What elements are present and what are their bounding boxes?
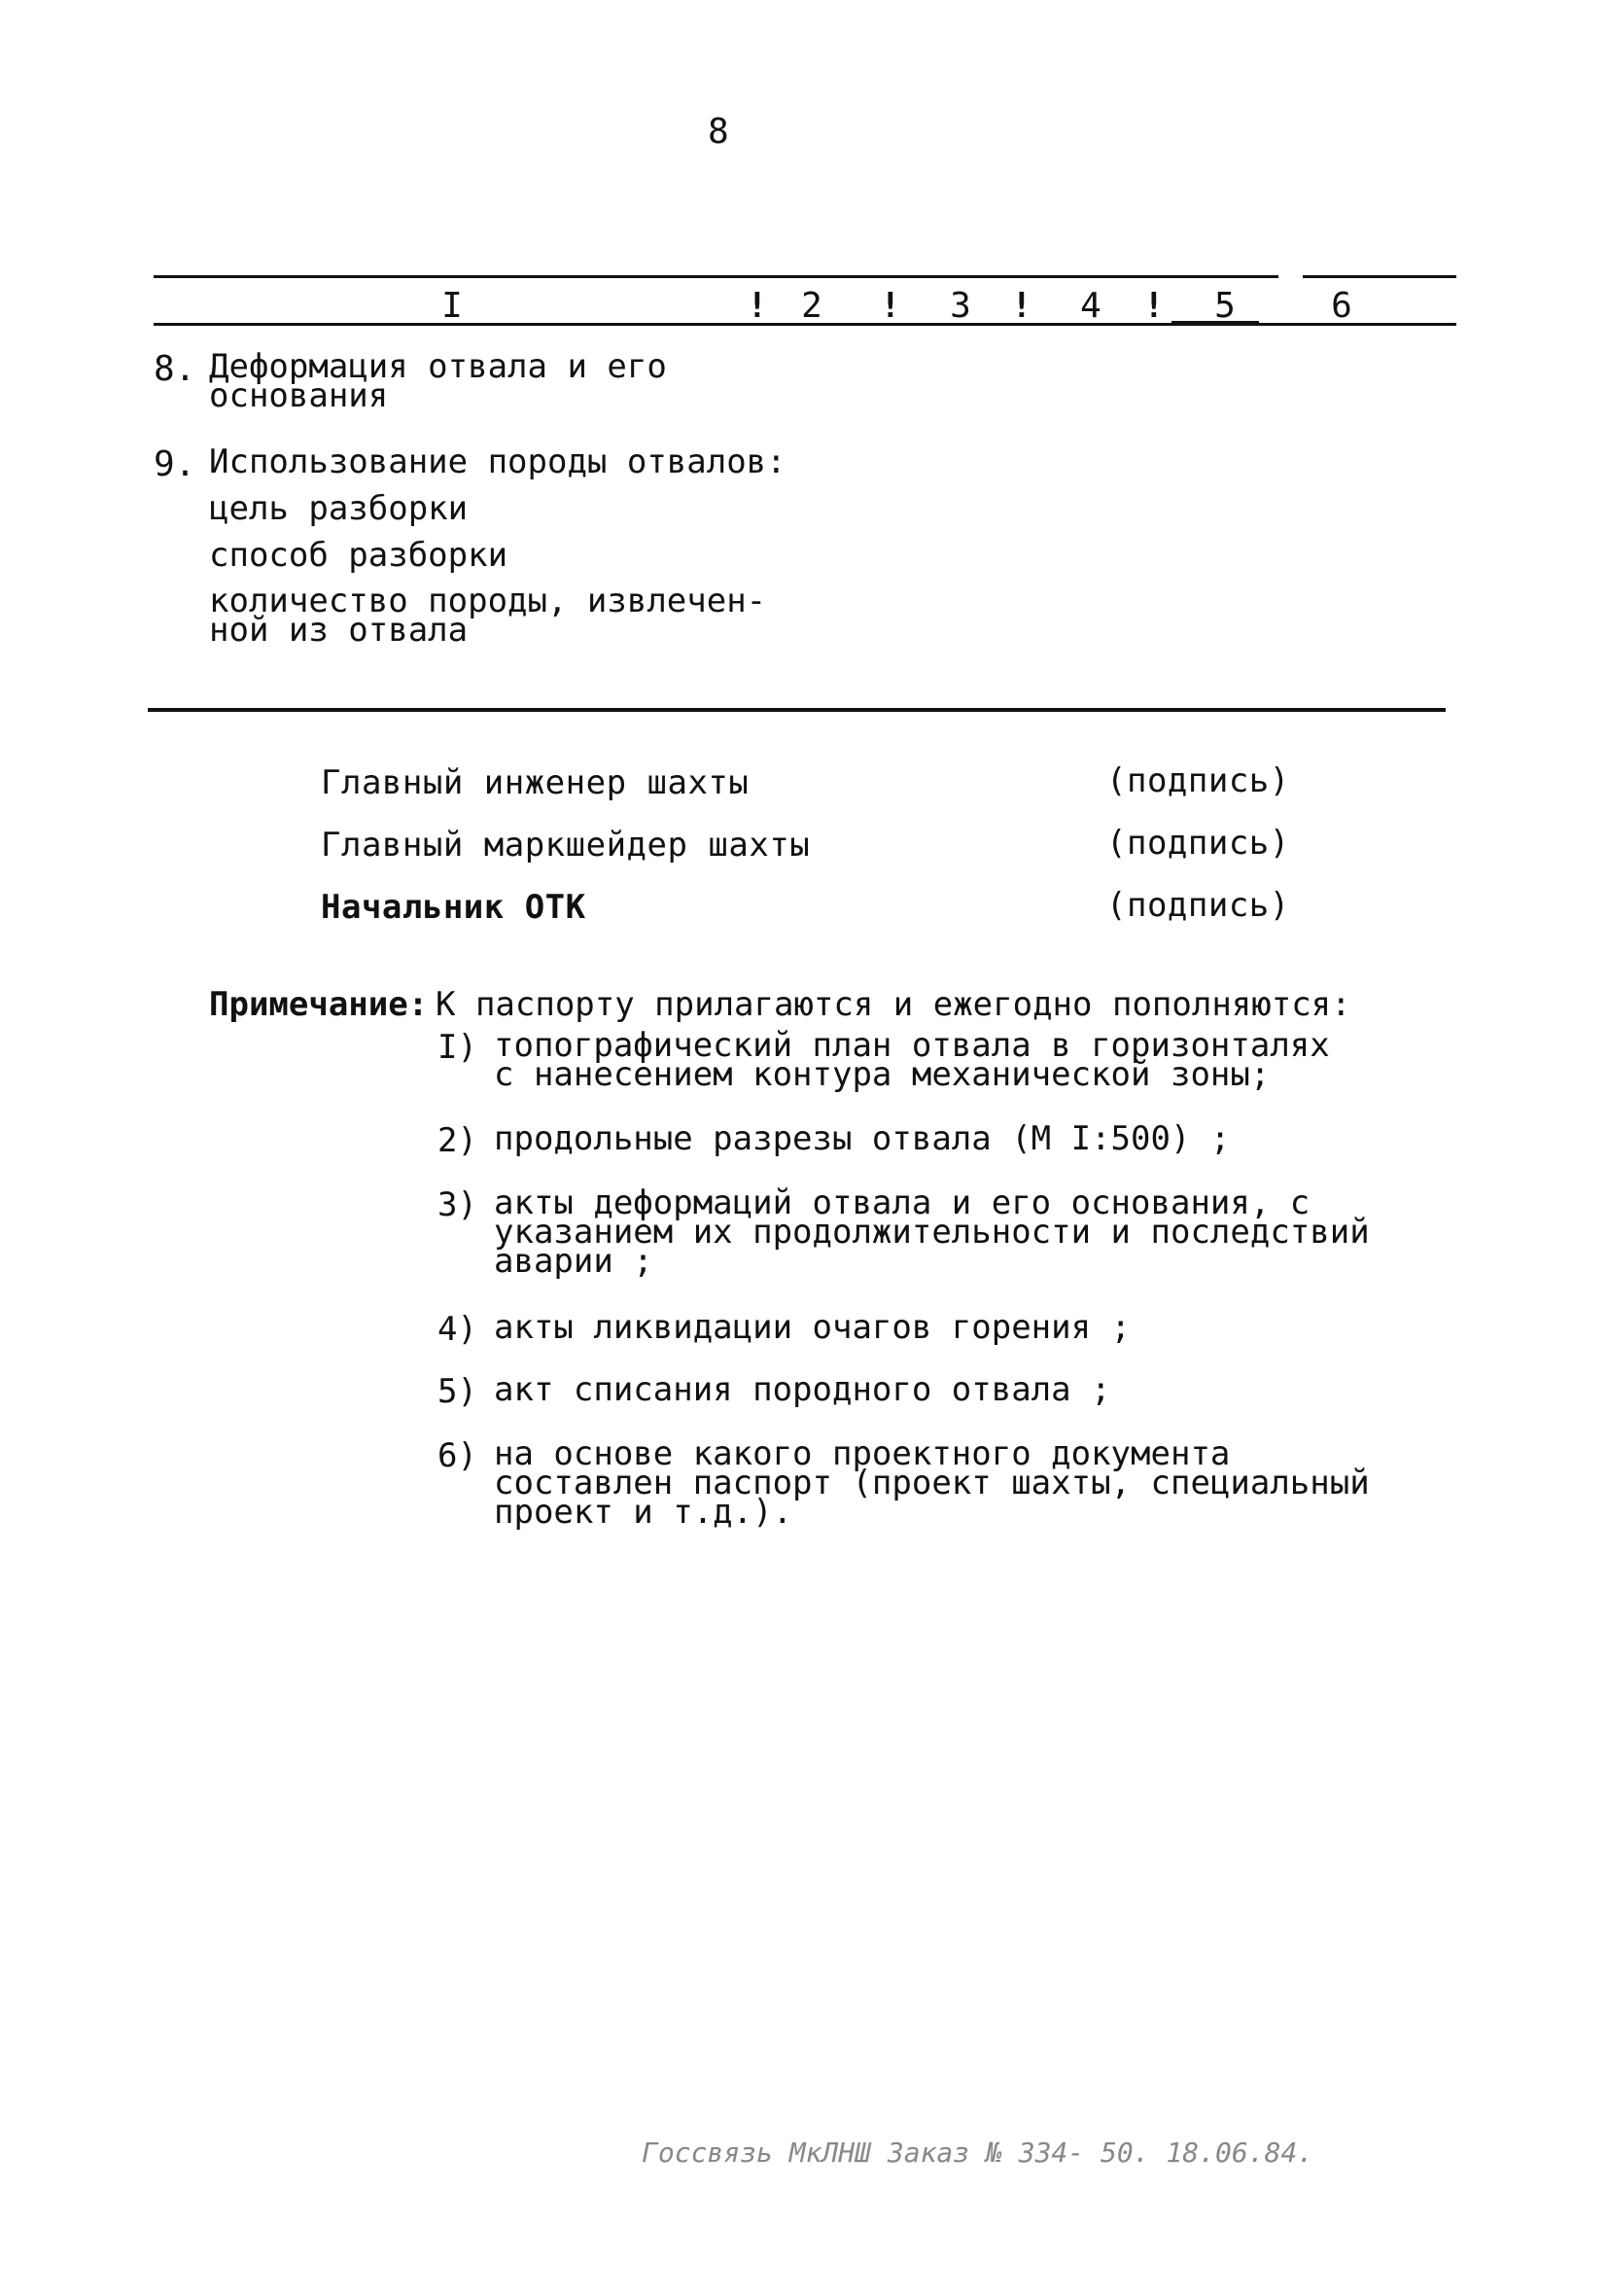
note-item-line: указанием их продолжительности и последствий xyxy=(494,1213,1370,1252)
column-header-2: 2 xyxy=(801,286,822,326)
note-item-number: 5) xyxy=(437,1372,477,1411)
signature-placeholder: (подпись) xyxy=(1106,886,1290,925)
table-bottom-rule xyxy=(148,708,1446,712)
row-label-line: основания xyxy=(209,376,389,415)
note-item-number: 2) xyxy=(437,1121,477,1160)
note-item-line: на основе какого проектного документа xyxy=(494,1434,1231,1473)
print-footer: Госсвязь МкЛНШ Заказ № 334- 50. 18.06.84. xyxy=(642,2137,1314,2169)
signature-role: Главный маркшейдер шахты xyxy=(321,826,811,865)
column-header-4: 4 xyxy=(1080,286,1101,326)
list-item: способ разборки xyxy=(209,536,508,575)
column-separator: ! xyxy=(1143,286,1165,326)
column-header-3: 3 xyxy=(950,286,971,326)
list-item: количество породы, извлечен- xyxy=(209,582,767,620)
header-rule-top-left xyxy=(154,275,1278,278)
list-item: цель разборки xyxy=(209,489,469,528)
note-item-line: составлен паспорт (проект шахты, специальный xyxy=(494,1464,1370,1502)
signature-placeholder: (подпись) xyxy=(1106,761,1290,800)
note-item-line: проект и т.д.). xyxy=(494,1493,793,1532)
note-item-line: продольные разрезы отвала (М I:500) ; xyxy=(494,1119,1231,1158)
row-number: 8. xyxy=(154,349,196,389)
note-item-line: акты ликвидации очагов горения ; xyxy=(494,1308,1132,1347)
column-separator: ! xyxy=(880,286,901,326)
note-item-number: 3) xyxy=(437,1185,477,1224)
header-rule-top-right xyxy=(1303,275,1456,278)
column-header-1: I xyxy=(441,286,463,326)
signature-role: Главный инженер шахты xyxy=(321,763,750,802)
note-item-line: акт списания породного отвала ; xyxy=(494,1370,1111,1409)
column-header-5: 5 xyxy=(1214,286,1236,326)
note-label: Примечание: xyxy=(209,985,429,1024)
note-intro: К паспорту прилагаются и ежегодно пополняются: xyxy=(436,985,1351,1024)
column-separator: ! xyxy=(747,286,768,326)
column-separator: ! xyxy=(1011,286,1032,326)
list-item: ной из отвала xyxy=(209,611,469,650)
note-item-number: I) xyxy=(437,1028,477,1067)
row-number: 9. xyxy=(154,444,196,484)
note-item-line: с нанесением контура механической зоны; xyxy=(494,1055,1271,1094)
page-number: 8 xyxy=(708,112,729,152)
note-item-line: топографический план отвала в горизонталях xyxy=(494,1026,1330,1065)
note-item-number: 6) xyxy=(437,1436,477,1475)
signature-placeholder: (подпись) xyxy=(1106,824,1290,863)
note-item-number: 4) xyxy=(437,1310,477,1349)
row-label-line: Использование породы отвалов: xyxy=(209,442,787,481)
note-item-line: акты деформаций отвала и его основания, с xyxy=(494,1183,1311,1222)
row-label-line: Деформация отвала и его xyxy=(209,347,667,386)
column-header-6: 6 xyxy=(1331,286,1352,326)
signature-role: Начальник ОТК xyxy=(321,888,586,927)
note-item-line: аварии ; xyxy=(494,1242,653,1281)
